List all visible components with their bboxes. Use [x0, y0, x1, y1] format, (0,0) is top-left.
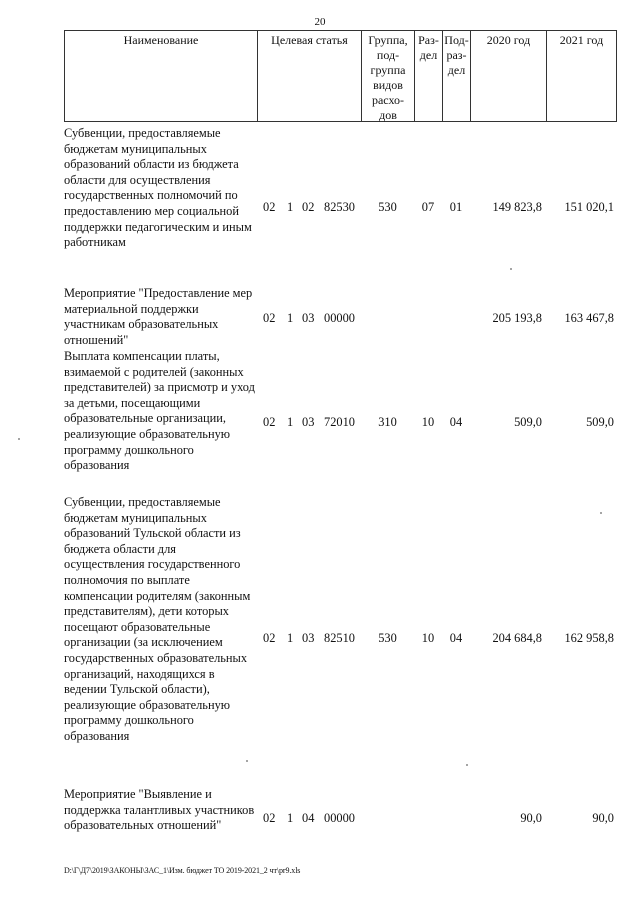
- header-group-line: расхо-: [371, 93, 405, 107]
- target-subprogram: 1: [287, 200, 294, 214]
- row-name: Субвенции, предоставляемые бюджетам муниципальных образований области из бюджета области для осуществления государственных полномочий по предоставлению мер социальной поддержки педагогическим и иным работникам: [64, 126, 252, 250]
- amount-2021: 163 467,8: [564, 311, 614, 325]
- amount-2021: 162 958,8: [564, 631, 614, 645]
- target-code: 00000: [324, 811, 355, 825]
- amount-2020: 90,0: [520, 811, 542, 825]
- header-subsection-line: Под-: [444, 33, 469, 47]
- header-group-line: группа: [370, 63, 406, 77]
- target-code: 82530: [324, 200, 355, 214]
- target-event: 03: [302, 631, 315, 645]
- amount-2020: 149 823,8: [492, 200, 542, 214]
- header-2020-label: 2020 год: [486, 33, 531, 47]
- header-2021: [546, 30, 617, 122]
- target-event: 02: [302, 200, 315, 214]
- scan-speck: [18, 438, 20, 440]
- header-group-line: видов: [373, 78, 403, 92]
- header-group-line: дов: [379, 108, 397, 122]
- section-code: 10: [421, 631, 435, 645]
- header-group-line: под-: [376, 48, 400, 62]
- target-event: 04: [302, 811, 315, 825]
- header-2020: [470, 30, 546, 122]
- amount-2020: 205 193,8: [492, 311, 542, 325]
- row-name: Мероприятие "Предоставление мер материальной поддержки участникам образовательных отношений": [64, 286, 253, 347]
- target-program: 02: [263, 631, 276, 645]
- header-subsection: [442, 30, 470, 122]
- scan-speck: [600, 512, 602, 514]
- target-code: 82510: [324, 631, 355, 645]
- header-section: [414, 30, 442, 122]
- header-group-line: Группа,: [368, 33, 408, 47]
- header-target-label: Целевая статья: [271, 33, 348, 47]
- page-number: 20: [314, 16, 326, 28]
- header-target: [257, 30, 361, 122]
- row-name: Выплата компенсации платы, взимаемой с родителей (законных представителей) за присмотр и уход за детьми, посещающими образовательные организации, реализующие образовательную программу дошкольного образования: [64, 349, 255, 473]
- target-event: 03: [302, 415, 315, 429]
- target-code: 00000: [324, 311, 355, 325]
- amount-2020: 204 684,8: [492, 631, 542, 645]
- scan-speck: [246, 760, 248, 762]
- row-name: Мероприятие "Выявление и поддержка талантливых участников образовательных отношений": [64, 787, 255, 833]
- header-section-line: дел: [419, 48, 438, 62]
- amount-2020: 509,0: [514, 415, 542, 429]
- header-name: [64, 30, 257, 122]
- scan-speck: [510, 268, 512, 270]
- target-subprogram: 1: [287, 311, 294, 325]
- header-section-line: Раз-: [418, 33, 439, 47]
- target-program: 02: [263, 311, 276, 325]
- section-code: 10: [421, 415, 435, 429]
- target-event: 03: [302, 311, 315, 325]
- header-group: [361, 30, 414, 122]
- target-program: 02: [263, 200, 276, 214]
- amount-2021: 151 020,1: [564, 200, 614, 214]
- target-subprogram: 1: [287, 811, 294, 825]
- subsection-code: 04: [449, 631, 463, 645]
- group-code: 310: [378, 415, 397, 429]
- subsection-code: 04: [449, 415, 463, 429]
- target-subprogram: 1: [287, 415, 294, 429]
- target-program: 02: [263, 415, 276, 429]
- header-name-label: Наименование: [123, 33, 199, 47]
- amount-2021: 90,0: [592, 811, 614, 825]
- header-2021-label: 2021 год: [559, 33, 604, 47]
- header-subsection-line: дел: [447, 63, 466, 77]
- group-code: 530: [378, 631, 397, 645]
- file-path-footer: D:\Г\Д7\2019\ЗАКОНЫ\ЗАС_1\Изм. бюджет ТО 2019-2021_2 чт\pr9.xls: [64, 866, 301, 875]
- amount-2021: 509,0: [586, 415, 614, 429]
- section-code: 07: [421, 200, 435, 214]
- target-code: 72010: [324, 415, 355, 429]
- subsection-code: 01: [449, 200, 463, 214]
- row-name: Субвенции, предоставляемые бюджетам муниципальных образований Тульской области из бюджета области для осуществления государственного полномочия по выплате компенсации родителям (законным представителям), дети которых посещают образовательные организации (за исключением государственных образовательных организаций, находящихся в ведении Тульской области), реализующие образовательную программу дошкольного образования: [64, 495, 251, 743]
- scan-speck: [466, 764, 468, 766]
- header-subsection-line: раз-: [446, 48, 467, 62]
- target-subprogram: 1: [287, 631, 294, 645]
- target-program: 02: [263, 811, 276, 825]
- group-code: 530: [378, 200, 397, 214]
